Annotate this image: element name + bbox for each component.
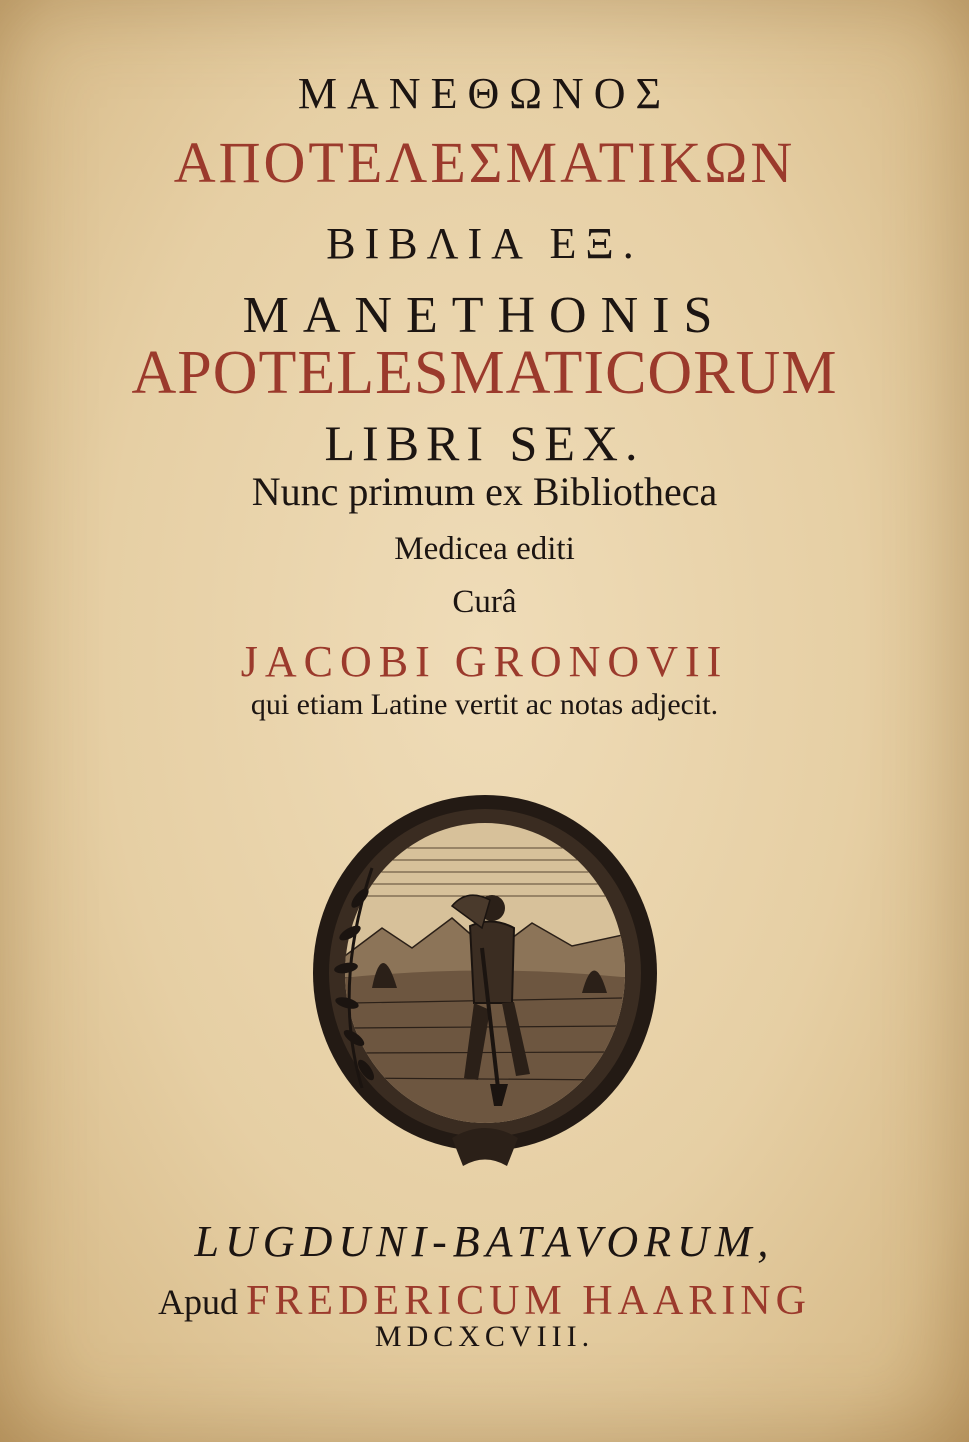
editor-note: qui etiam Latine vertit ac notas adjecit.: [250, 688, 719, 721]
imprint-year: MDCXCVIII.: [374, 1320, 595, 1353]
edition-line-2: Medicea editi: [394, 531, 575, 567]
apud-label: Apud: [158, 1282, 239, 1322]
edition-line-1: Nunc primum ex Bibliotheca: [251, 469, 718, 514]
greek-author: ΜΑΝΕΘΩΝΟΣ: [297, 69, 672, 118]
imprint-place: LUGDUNI-BATAVORUM,: [194, 1217, 775, 1266]
latin-author: MANETHONIS: [242, 287, 727, 344]
latin-books: LIBRI SEX.: [324, 415, 645, 471]
greek-books: ΒΙΒΛΙΑ ΕΞ.: [326, 219, 643, 268]
editor-name: JACOBI GRONOVII: [240, 637, 729, 686]
greek-title: ΑΠΟΤΕΛΕΣΜΑΤΙΚΩΝ: [173, 130, 796, 195]
printers-device-woodcut-icon: [302, 788, 668, 1174]
imprint-publisher-line: [0, 1280, 969, 1322]
latin-title: APOTELESMATICORUM: [131, 339, 838, 407]
cura-label: Curâ: [452, 584, 517, 620]
publisher-name: FREDERICUM HAARING: [246, 1278, 811, 1324]
